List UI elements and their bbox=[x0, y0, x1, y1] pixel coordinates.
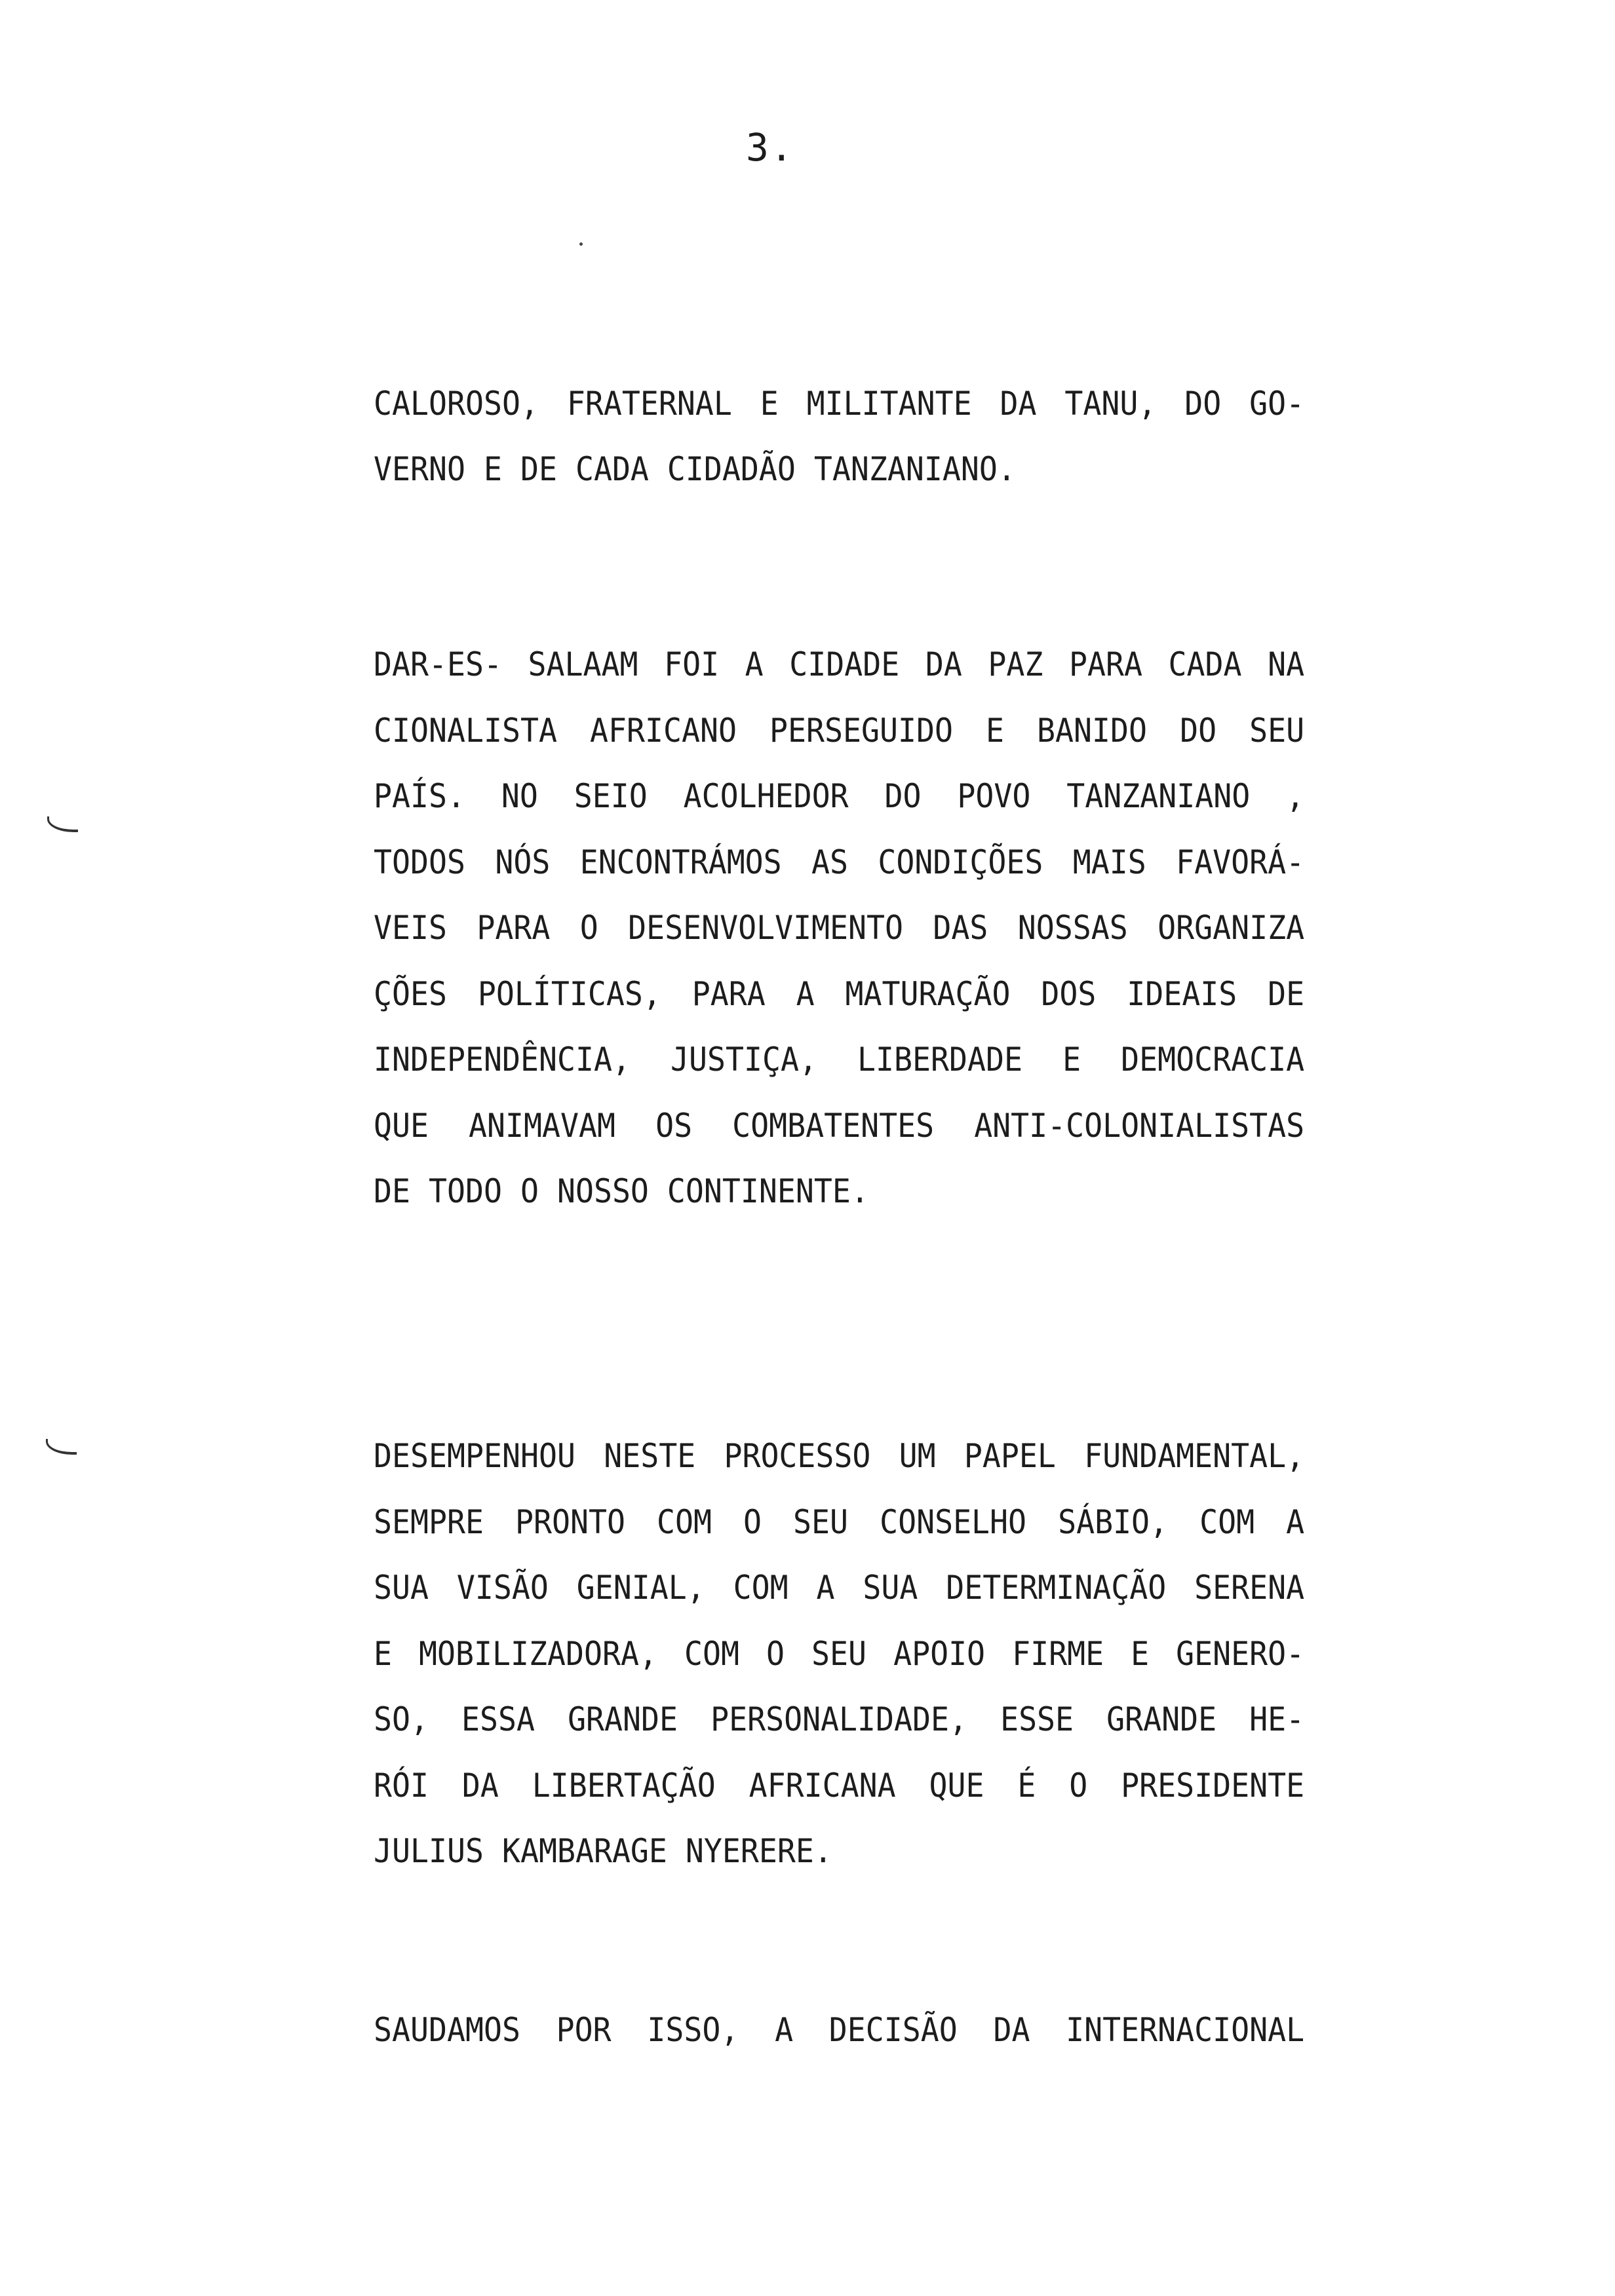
text-line: DESEMPENHOU NESTE PROCESSO UM PAPEL FUNDAMENTAL, bbox=[374, 1437, 1305, 1475]
margin-pencil-mark bbox=[47, 816, 78, 832]
page-number: 3. bbox=[746, 125, 794, 170]
text-line: VERNO E DE CADA CIDADÃO TANZANIANO. bbox=[374, 450, 1016, 488]
text-line: CALOROSO, FRATERNAL E MILITANTE DA TANU, DO GO- bbox=[374, 385, 1305, 423]
text-line: RÓI DA LIBERTAÇÃO AFRICANA QUE É O PRESIDENTE bbox=[374, 1766, 1305, 1805]
paragraph-3 bbox=[374, 1423, 1304, 1885]
text-line: DE TODO O NOSSO CONTINENTE. bbox=[374, 1172, 869, 1210]
text-line: VEIS PARA O DESENVOLVIMENTO DAS NOSSAS ORGANIZA bbox=[374, 909, 1305, 947]
text-line: JULIUS KAMBARAGE NYERERE. bbox=[374, 1832, 832, 1870]
text-line: QUE ANIMAVAM OS COMBATENTES ANTI-COLONIALISTAS bbox=[374, 1106, 1305, 1145]
text-line: SAUDAMOS POR ISSO, A DECISÃO DA INTERNACIONAL bbox=[374, 2011, 1305, 2049]
paragraph-4 bbox=[374, 1997, 1304, 2063]
text-line: ÇÕES POLÍTICAS, PARA A MATURAÇÃO DOS IDEAIS DE bbox=[374, 974, 1305, 1013]
text-line: PAÍS. NO SEIO ACOLHEDOR DO POVO TANZANIANO , bbox=[374, 777, 1305, 815]
text-line: TODOS NÓS ENCONTRÁMOS AS CONDIÇÕES MAIS FAVORÁ- bbox=[374, 843, 1305, 881]
text-line: INDEPENDÊNCIA, JUSTIÇA, LIBERDADE E DEMOCRACIA bbox=[374, 1041, 1305, 1079]
text-line: DAR-ES- SALAAM FOI A CIDADE DA PAZ PARA CADA NA bbox=[374, 645, 1305, 683]
text-line: E MOBILIZADORA, COM O SEU APOIO FIRME E GENERO- bbox=[374, 1634, 1305, 1673]
paragraph-1 bbox=[374, 371, 1304, 502]
margin-pencil-mark bbox=[46, 1439, 77, 1455]
text-line: CIONALISTA AFRICANO PERSEGUIDO E BANIDO DO SEU bbox=[374, 711, 1305, 750]
text-line: SUA VISÃO GENIAL, COM A SUA DETERMINAÇÃO SERENA bbox=[374, 1569, 1305, 1607]
ink-speck bbox=[579, 242, 583, 246]
paragraph-2 bbox=[374, 632, 1304, 1225]
text-line: SEMPRE PRONTO COM O SEU CONSELHO SÁBIO, COM A bbox=[374, 1502, 1305, 1541]
text-line: SO, ESSA GRANDE PERSONALIDADE, ESSE GRANDE HE- bbox=[374, 1700, 1305, 1738]
